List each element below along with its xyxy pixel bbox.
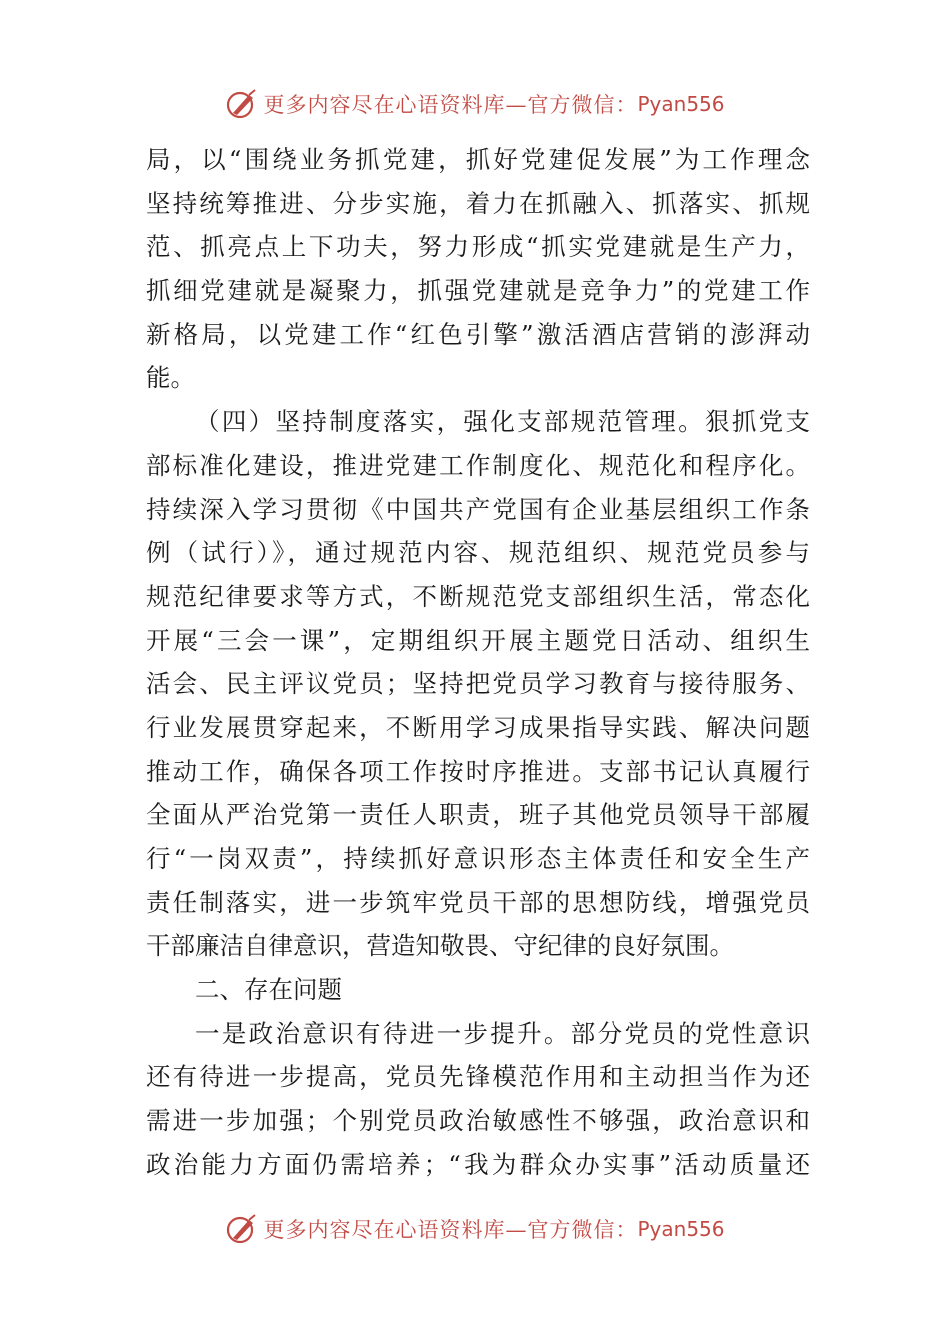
text-line: 活会、民主评议党员；坚持把党员学习教育与接待服务、 <box>146 669 810 699</box>
watermark-text: 更多内容尽在心语资料库—官方微信： <box>263 93 638 117</box>
text-line: 范、抓亮点上下功夫，努力形成“抓实党建就是生产力， <box>146 232 810 262</box>
text-line: 新格局，以党建工作“红色引擎”激活酒店营销的澎湃动 <box>146 319 810 349</box>
text-line: 政治能力方面仍需培养；“我为群众办实事”活动质量还 <box>146 1149 810 1179</box>
watermark-text: 更多内容尽在心语资料库—官方微信： <box>263 1218 638 1242</box>
text-line: 开展“三会一课”，定期组织开展主题党日活动、组织生 <box>146 625 810 655</box>
section-title: 二、存在问题 <box>195 975 342 1005</box>
text-line: 部标准化建设，推进党建工作制度化、规范化和程序化。 <box>146 450 810 480</box>
text-line: 一是政治意识有待进一步提升。部分党员的党性意识 <box>195 1018 810 1048</box>
pen-logo-icon <box>225 87 259 121</box>
text-line: 需进一步加强；个别党员政治敏感性不够强，政治意识和 <box>146 1106 810 1136</box>
watermark-wechat-id: Pyan556 <box>637 1217 725 1241</box>
text-line: 行业发展贯穿起来，不断用学习成果指导实践、解决问题 <box>146 712 810 742</box>
document-body <box>146 138 810 1187</box>
text-line: 能。 <box>146 363 195 393</box>
text-line: 还有待进一步提高，党员先锋模范作用和主动担当作为还 <box>146 1062 810 1092</box>
section-heading-line: （四）坚持制度落实，强化支部规范管理。狠抓党支 <box>195 407 810 437</box>
text-line: 行“一岗双责”，持续抓好意识形态主体责任和安全生产 <box>146 844 810 873</box>
text-line: 局，以“围绕业务抓党建，抓好党建促发展”为工作理念 <box>146 145 810 174</box>
watermark-wechat-id: Pyan556 <box>637 92 725 116</box>
text-line: 坚持统筹推进、分步实施，着力在抓融入、抓落实、抓规 <box>146 188 810 218</box>
header-watermark <box>0 84 950 124</box>
footer-watermark <box>0 1209 950 1249</box>
pen-logo-icon <box>225 1212 259 1246</box>
text-line: 抓细党建就是凝聚力，抓强党建就是竞争力”的党建工作 <box>146 276 810 306</box>
text-line: 全面从严治党第一责任人职责，班子其他党员领导干部履 <box>146 800 810 830</box>
text-line: 规范纪律要求等方式，不断规范党支部组织生活，常态化 <box>146 581 810 611</box>
text-line: 干部廉洁自律意识，营造知敬畏、守纪律的良好氛围。 <box>146 931 734 961</box>
text-line: 推动工作，确保各项工作按时序推进。支部书记认真履行 <box>146 756 810 786</box>
text-line: 例（试行）》，通过规范内容、规范组织、规范党员参与 <box>146 538 810 568</box>
text-line: 责任制落实，进一步筑牢党员干部的思想防线，增强党员 <box>146 887 810 917</box>
text-line: 持续深入学习贯彻《中国共产党国有企业基层组织工作条 <box>146 494 810 524</box>
